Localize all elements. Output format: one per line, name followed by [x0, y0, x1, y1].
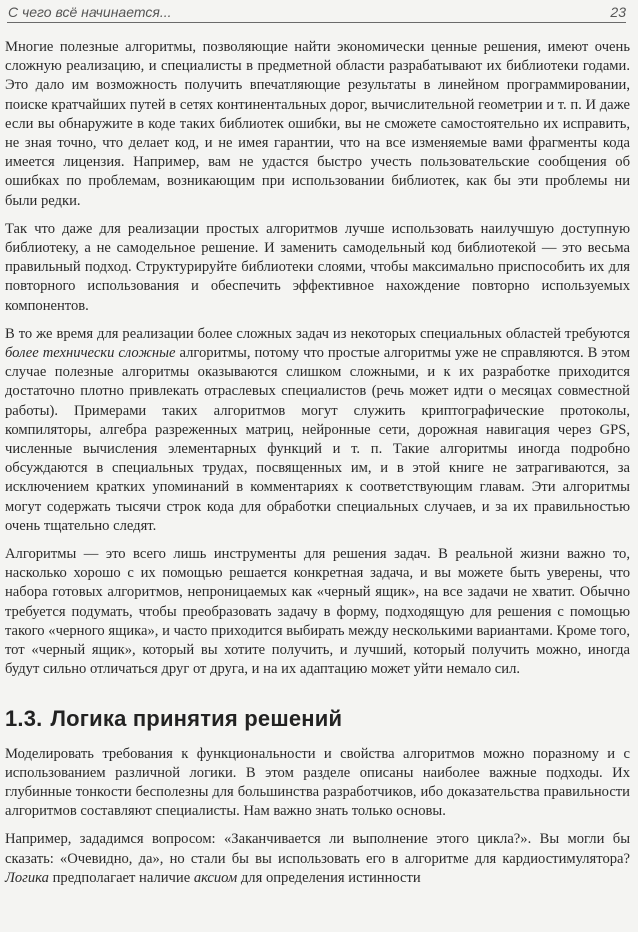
- paragraph-2: Так что даже для реализации простых алгоритмов лучше использовать наилучшую доступную библиотеку, а не самодельное решение. И заменить самодельный код библиотекой — это весьма правильный подход. Структурируйте библиотеки слоями, чтобы максимально приспособить их для повторного использования и обеспечить эффективное нахождение повторно используемых компонентов.: [5, 220, 630, 314]
- chapter-title: С чего всё начинается...: [8, 4, 172, 20]
- paragraph-1: Многие полезные алгоритмы, позволяющие найти экономически ценные решения, имеют очень сложную реализацию, и специалисты в предметной области разрабатывают их библиотеки годами. Это дало им возможность получить впечатляющие результаты в линейном программировании, поиске кратчайших путей в сетях континентальных дорог, вычислительной геометрии и т. п. И даже если вы обнаружите в коде таких библиотек ошибки, вы не сможете самостоятельно их исправить, не зная точно, что делает код, и не имея гарантии, что на все изменяемые вами фрагменты кода имеется лицензия. Например, вам не удастся быстро учесть пользовательские сообщения об ошибках по проблемам, возникающим при использовании библиотек, как бы эти проблемы ни были редки.: [5, 39, 630, 209]
- paragraph-6-emphasis-axioms: аксиом: [193, 869, 238, 886]
- paragraph-3-text-b: алгоритмы, потому что простые алгоритмы уже не справляются. В этом случае полезные алгоритмы оказываются слишком сложными, и к их разработке приходится достаточно плотно привлекать отраслевых специалистов (речь может идти о месяцах совместной работы). Примерами таких алгоритмов могут служить криптографические протоколы, компиляторы, алгебра разреженных матриц, нейронные сети, дорожная навигация через GPS, численные вычисления элементарных функций и т. п. Такие алгоритмы иногда подробно обсуждаются в специальных трудах, посвященных им, и в этой книге не затрагиваются, за исключением кратких упоминаний в комментариях к соответствующим главам. Эти алгоритмы могут содержать тысячи строк кода для обработки специальных случаев, и за их правильностью очень тщательно следят.: [5, 345, 631, 534]
- section-number: 1.3.: [5, 705, 43, 731]
- paragraph-4: Алгоритмы — это всего лишь инструменты для решения задач. В реальной жизни важно то, насколько хорошо с их помощью решается конкретная задача, и вы можете быть уверены, что набора готовых алгоритмов, непроницаемых как «черный ящик», на все задачи не хватит. Обычно требуется подумать, чтобы преобразовать задачу в форму, подходящую для решения с помощью такого «черного ящика», и часто приходится выбирать между несколькими вариантами. Кроме того, тот «черный ящик», который вы хотите получить, и лучший, который получить можно, иногда будут сильно отличаться друг от друга, и на их адаптацию может уйти немало сил.: [5, 546, 630, 678]
- paragraph-3: [5, 325, 630, 536]
- paragraph-3-emphasis: более технически сложные: [5, 345, 176, 362]
- section-heading: [5, 706, 630, 732]
- section-title: Логика принятия решений: [50, 705, 343, 731]
- paragraph-6-text-b: предполагает наличие: [48, 869, 194, 886]
- paragraph-5: Моделировать требования к функциональности и свойства алгоритмов можно поразному и с использованием различной логики. В этом разделе описаны наиболее важные подходы. Их глубинные тонкости бесполезны для большинства разработчиков, ибо доказательства правильности алгоритмов составляют специалисты. Нам важно знать только основы.: [5, 745, 630, 820]
- paragraph-6: [5, 830, 630, 888]
- paragraph-6-emphasis-logic: Логика: [5, 869, 49, 886]
- page-body: [5, 38, 630, 897]
- running-header: [7, 2, 626, 23]
- paragraph-6-text-a: Например, зададимся вопросом: «Заканчивается ли выполнение этого цикла?». Вы могли бы сказать: «Очевидно, да», но стали бы вы использовать его в алгоритме для кардиостимулятора?: [5, 831, 630, 867]
- paragraph-6-text-c: для определения истинности: [237, 869, 421, 886]
- page-number: 23: [610, 4, 626, 20]
- paragraph-3-text-a: В то же время для реализации более сложных задач из некоторых специальных областей требуются: [5, 325, 630, 342]
